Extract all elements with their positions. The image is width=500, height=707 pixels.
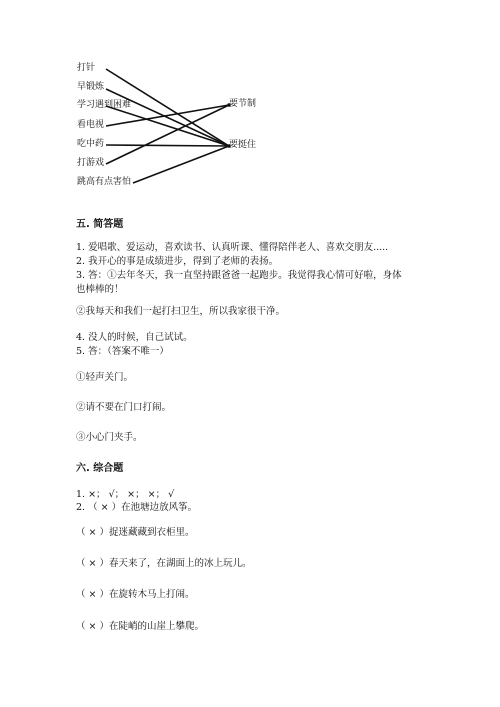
answer-line: ②请不要在门口打闹。 [76, 402, 172, 413]
section-heading-6: 六. 综合题 [76, 463, 124, 474]
match-left-item: 看电视 [77, 120, 105, 130]
answer-line: 1. ×； √； ×； ×； √ [76, 489, 175, 500]
match-left-item: 打针 [77, 63, 96, 73]
match-line-5 [106, 145, 229, 146]
answer-line: （ × ）在陡峭的山崖上攀爬。 [76, 621, 204, 632]
answer-line: （ × ）捉迷藏藏到衣柜里。 [76, 527, 195, 538]
answer-line: ②我每天和我们一起打扫卫生，所以我家很干净。 [76, 306, 286, 317]
section-heading-5: 五. 简答题 [76, 219, 124, 230]
answer-line: 也棒棒的！ [76, 284, 124, 295]
answer-line: （ × ）春天来了，在湖面上的冰上玩儿。 [76, 558, 252, 569]
answer-line: ③小心门夹手。 [76, 432, 143, 443]
match-line-3 [106, 106, 229, 146]
answer-line: 1. 爱唱歌、爱运动，喜欢读书、认真听课、懂得陪伴老人、喜欢交朋友..... [76, 242, 389, 253]
answer-line: 2. 我开心的事是成绩进步，得到了老师的表扬。 [76, 256, 279, 267]
match-left-item: 打游戏 [77, 158, 105, 168]
answer-line: 5. 答：（答案不唯一） [76, 346, 169, 357]
answer-line: 4. 没人的时候，自己试试。 [76, 332, 193, 343]
match-left-item: 吃中药 [77, 139, 105, 149]
match-left-item: 学习遇到困难 [77, 100, 132, 110]
answer-line: （ × ）在旋转木马上打闹。 [76, 589, 195, 600]
match-right-item: 要节制 [229, 99, 257, 109]
match-left-item: 跳高有点害怕 [77, 177, 132, 187]
match-line-7 [133, 146, 229, 183]
matching-exercise [0, 0, 500, 200]
match-line-2 [106, 89, 229, 146]
answer-line: 3. 答：①去年冬天，我一直坚持跟爸爸一起跑步。我觉得我心情可好啦，身体 [76, 270, 402, 281]
match-right-item: 要挺住 [229, 140, 257, 150]
answer-line: ①轻声关门。 [76, 372, 134, 383]
match-left-item: 早锻炼 [77, 82, 105, 92]
answer-line: 2. （ × ）在池塘边放风筝。 [76, 502, 198, 513]
